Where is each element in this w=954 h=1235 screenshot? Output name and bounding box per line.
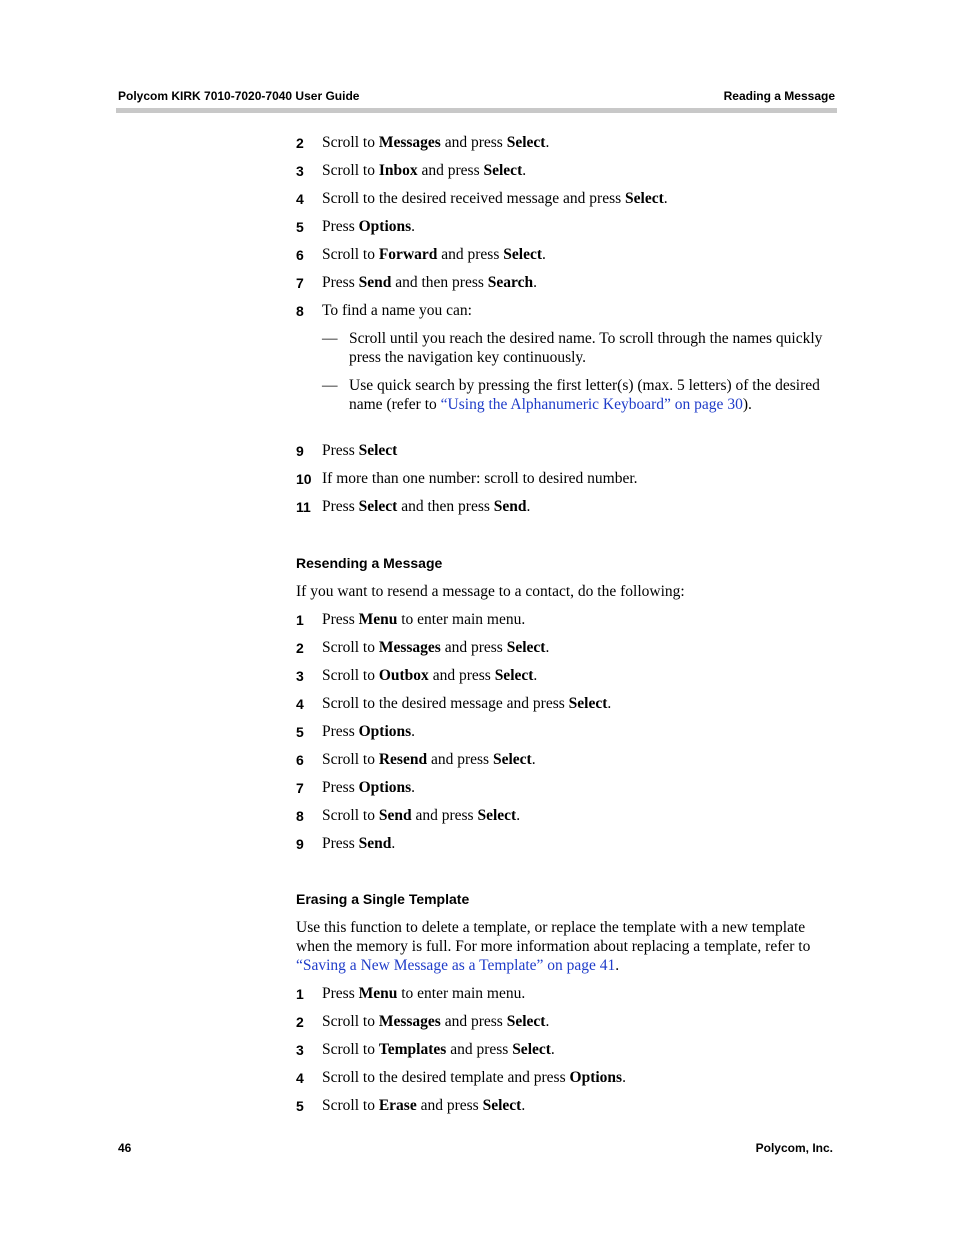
bold-term: Menu bbox=[358, 985, 398, 1002]
step-text: to enter main menu. bbox=[397, 611, 526, 628]
bold-term: Select bbox=[506, 1013, 546, 1030]
step-number: 11 bbox=[296, 499, 311, 515]
step-text: . bbox=[411, 218, 416, 235]
footer-company: Polycom, Inc. bbox=[755, 1141, 833, 1155]
bold-term: Select bbox=[506, 639, 546, 656]
step-text: Scroll to bbox=[322, 162, 379, 179]
step-number: 10 bbox=[296, 471, 312, 487]
step-number: 9 bbox=[296, 836, 304, 852]
step-text: Scroll to bbox=[322, 1041, 379, 1058]
bold-term: Resend bbox=[378, 751, 428, 768]
step-text: . bbox=[533, 274, 538, 291]
step-text: Scroll to the desired received message and press bbox=[322, 190, 626, 207]
erase-intro bbox=[296, 918, 826, 975]
cross-reference-link[interactable]: “Saving a New Message as a Template” on page 41 bbox=[296, 957, 616, 974]
bold-term: Send bbox=[358, 835, 392, 852]
step-instruction bbox=[322, 217, 832, 236]
step-number: 5 bbox=[296, 724, 304, 740]
bold-term: Options bbox=[569, 1069, 623, 1086]
step-instruction bbox=[322, 694, 832, 713]
page-number: 46 bbox=[118, 1141, 132, 1155]
step-text: . bbox=[411, 779, 416, 796]
step-text: . bbox=[526, 498, 531, 515]
bold-term: Options bbox=[358, 779, 412, 796]
step-text: and press bbox=[427, 751, 493, 768]
step-text: Press bbox=[322, 779, 359, 796]
step-instruction bbox=[322, 1040, 832, 1059]
cross-reference-link[interactable]: “Using the Alphanumeric Keyboard” on page 30 bbox=[440, 396, 743, 413]
step-text: and press bbox=[411, 807, 478, 824]
step-text: and press bbox=[416, 1097, 483, 1114]
step-number: 4 bbox=[296, 1070, 304, 1086]
bold-term: Forward bbox=[378, 246, 438, 263]
step-number: 5 bbox=[296, 219, 304, 235]
header-rule bbox=[116, 108, 837, 113]
step-instruction bbox=[322, 610, 832, 629]
step-number: 9 bbox=[296, 443, 304, 459]
step-number: 8 bbox=[296, 808, 304, 824]
bold-term: Erase bbox=[378, 1097, 417, 1114]
bold-term: Messages bbox=[378, 639, 441, 656]
bold-term: Send bbox=[358, 274, 392, 291]
step-instruction bbox=[322, 301, 832, 320]
bold-term: Select bbox=[477, 807, 517, 824]
step-text: If more than one number: scroll to desired number. bbox=[322, 470, 638, 487]
em-dash-bullet: — bbox=[322, 330, 338, 347]
step-text: and then press bbox=[391, 274, 488, 291]
step-text: Press bbox=[322, 442, 359, 459]
bold-term: Select bbox=[568, 695, 608, 712]
step-number: 3 bbox=[296, 1042, 304, 1058]
step-text: . bbox=[545, 639, 550, 656]
step-instruction bbox=[322, 806, 832, 825]
step-text: Scroll to bbox=[322, 751, 379, 768]
step-instruction bbox=[322, 469, 832, 488]
step-instruction bbox=[322, 161, 832, 180]
step-text: Scroll to bbox=[322, 807, 379, 824]
step-number: 4 bbox=[296, 696, 304, 712]
step-text: . bbox=[615, 957, 620, 974]
step-text: Scroll to bbox=[322, 134, 379, 151]
bold-term: Menu bbox=[358, 611, 398, 628]
step-instruction bbox=[322, 133, 832, 152]
step-instruction bbox=[322, 666, 832, 685]
bold-term: Options bbox=[358, 723, 412, 740]
step-text: . bbox=[391, 835, 396, 852]
step-instruction bbox=[322, 1068, 832, 1087]
em-dash-bullet: — bbox=[322, 377, 338, 394]
step-instruction bbox=[322, 1012, 832, 1031]
step-text: . bbox=[622, 1069, 626, 1086]
step-text: Press bbox=[322, 835, 359, 852]
bold-term: Options bbox=[358, 218, 412, 235]
bold-term: Select bbox=[494, 667, 534, 684]
step-instruction bbox=[322, 1096, 832, 1115]
step-text: To find a name you can: bbox=[322, 302, 472, 319]
step-text: Scroll until you reach the desired name. To scroll through the names quickly press the navigation key continuously. bbox=[349, 330, 823, 366]
step-instruction bbox=[322, 984, 832, 1003]
bold-term: Send bbox=[493, 498, 527, 515]
step-text: Press bbox=[322, 985, 359, 1002]
bold-term: Search bbox=[487, 274, 534, 291]
step-text: . bbox=[516, 807, 521, 824]
step-text: . bbox=[545, 1013, 550, 1030]
step-text: . bbox=[522, 162, 527, 179]
bold-term: Outbox bbox=[378, 667, 429, 684]
running-header-section: Reading a Message bbox=[723, 89, 835, 103]
step-instruction bbox=[322, 273, 832, 292]
step-text: . bbox=[533, 667, 538, 684]
step-instruction bbox=[322, 497, 832, 516]
step-text: . bbox=[411, 723, 416, 740]
bold-term: Select bbox=[482, 1097, 522, 1114]
step-instruction bbox=[322, 245, 832, 264]
bold-term: Select bbox=[358, 498, 398, 515]
step-text: Scroll to bbox=[322, 1013, 379, 1030]
step-instruction bbox=[322, 834, 832, 853]
step-text: and press bbox=[428, 667, 495, 684]
step-number: 2 bbox=[296, 640, 304, 656]
step-instruction bbox=[322, 189, 832, 208]
step-text: ). bbox=[742, 396, 752, 413]
option-text bbox=[349, 376, 827, 414]
step-text: and press bbox=[440, 134, 507, 151]
step-text: and press bbox=[446, 1041, 513, 1058]
step-instruction bbox=[322, 638, 832, 657]
step-text: and press bbox=[417, 162, 484, 179]
bold-term: Select bbox=[492, 751, 532, 768]
step-text: Scroll to bbox=[322, 639, 379, 656]
step-text: Scroll to bbox=[322, 246, 379, 263]
erase-heading: Erasing a Single Template bbox=[296, 891, 470, 907]
step-number: 1 bbox=[296, 986, 304, 1002]
step-number: 5 bbox=[296, 1098, 304, 1114]
step-text: to enter main menu. bbox=[397, 985, 526, 1002]
step-instruction bbox=[322, 441, 832, 460]
step-text: Scroll to bbox=[322, 667, 379, 684]
step-text: . bbox=[545, 134, 550, 151]
step-text: . bbox=[531, 751, 536, 768]
bold-term: Select bbox=[503, 246, 542, 263]
step-number: 7 bbox=[296, 275, 304, 291]
bold-term: Select bbox=[358, 442, 398, 459]
step-instruction bbox=[322, 722, 832, 741]
step-text: . bbox=[542, 246, 546, 263]
running-header-title: Polycom KIRK 7010-7020-7040 User Guide bbox=[118, 89, 360, 103]
step-number: 4 bbox=[296, 191, 304, 207]
option-text bbox=[349, 329, 827, 367]
bold-term: Send bbox=[378, 807, 412, 824]
step-text: and then press bbox=[397, 498, 494, 515]
step-number: 2 bbox=[296, 1014, 304, 1030]
step-text: . bbox=[607, 695, 612, 712]
step-number: 2 bbox=[296, 135, 304, 151]
step-instruction bbox=[322, 750, 832, 769]
step-text: . bbox=[521, 1097, 526, 1114]
bold-term: Select bbox=[483, 162, 523, 179]
bold-term: Templates bbox=[378, 1041, 447, 1058]
resend-heading: Resending a Message bbox=[296, 555, 443, 571]
step-text: Press bbox=[322, 498, 359, 515]
step-text: and press bbox=[440, 639, 507, 656]
bold-term: Inbox bbox=[378, 162, 418, 179]
step-text: and press bbox=[437, 246, 504, 263]
bold-term: Select bbox=[625, 190, 664, 207]
step-number: 6 bbox=[296, 247, 304, 263]
bold-term: Select bbox=[512, 1041, 551, 1058]
step-number: 8 bbox=[296, 303, 304, 319]
step-text: Scroll to the desired template and press bbox=[322, 1069, 570, 1086]
resend-intro: If you want to resend a message to a contact, do the following: bbox=[296, 583, 685, 600]
step-number: 3 bbox=[296, 668, 304, 684]
step-number: 6 bbox=[296, 752, 304, 768]
step-text: and press bbox=[440, 1013, 507, 1030]
step-number: 7 bbox=[296, 780, 304, 796]
step-text: Scroll to bbox=[322, 1097, 379, 1114]
step-text: Press bbox=[322, 218, 359, 235]
step-text: Press bbox=[322, 723, 359, 740]
step-text: Use this function to delete a template, or replace the template with a new template when the memory is full. For more information about replacing a template, refer to bbox=[296, 919, 811, 955]
step-instruction bbox=[322, 778, 832, 797]
step-text: Press bbox=[322, 611, 359, 628]
step-number: 1 bbox=[296, 612, 304, 628]
step-text: Scroll to the desired message and press bbox=[322, 695, 569, 712]
bold-term: Messages bbox=[378, 134, 441, 151]
step-text: Use quick search by pressing the first letter(s) (max. 5 letters) of the desired name (refer to bbox=[349, 377, 820, 413]
step-text: . bbox=[663, 190, 668, 207]
step-number: 3 bbox=[296, 163, 304, 179]
bold-term: Messages bbox=[378, 1013, 441, 1030]
bold-term: Select bbox=[506, 134, 546, 151]
step-text: . bbox=[550, 1041, 555, 1058]
step-text: Press bbox=[322, 274, 359, 291]
